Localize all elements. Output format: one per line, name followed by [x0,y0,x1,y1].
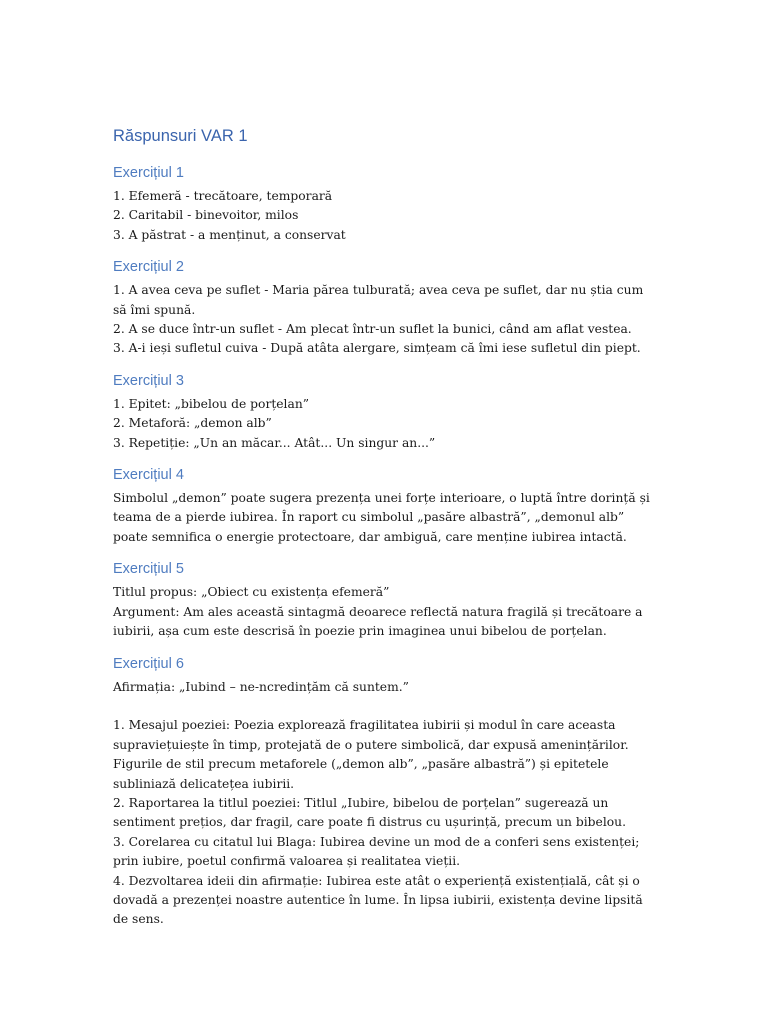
section-exercise-2 [113,256,658,359]
section-exercise-1 [113,162,658,245]
section-exercise-6 [113,653,658,930]
answer-line: 1. Epitet: „bibelou de porțelan” [113,396,310,411]
statement-line: Afirmația: „Iubind – ne-ncredințăm că suntem.” [113,679,409,694]
heading-exercise-5: Exercițiul 5 [113,561,184,578]
argument-paragraph: Argument: Am ales această sintagmă deoarece reflectă natura fragilă și trecătoare a iubirii, așa cum este descrisă în poezie prin imaginea unui bibelou de porțelan. [113,604,643,639]
page-title: Răspunsuri VAR 1 [113,127,248,145]
answer-line: 2. Caritabil - binevoitor, milos [113,208,299,223]
answer-line: 3. A păstrat - a menținut, a conservat [113,227,346,242]
document-body [113,124,658,941]
answer-line: 2. Metaforă: „demon alb” [113,416,272,431]
heading-exercise-1: Exercițiul 1 [113,165,184,181]
heading-exercise-4: Exercițiul 4 [113,467,184,484]
section-exercise-4 [113,464,658,547]
answer-line: 1. A avea ceva pe suflet - Maria părea tulburată; avea ceva pe suflet, dar nu știa cum să îmi spună. [113,283,644,317]
essay-paragraph: 1. Mesajul poeziei: Poezia explorează fragilitatea iubirii și modul în care aceasta supraviețuiește în timp, protejată de o putere simbolică, dar expusă amenințărilor. Figurile de stil precum metaforele („demon alb”, „pasăre albastră”) și epitetele subliniază delicatețea iubirii. [113,718,629,791]
heading-exercise-6: Exercițiul 6 [113,655,184,672]
paragraph-spacer [113,697,658,716]
essay-paragraph: 3. Corelarea cu citatul lui Blaga: Iubirea devine un mod de a conferi sens existenței; prin iubire, poetul confirmă valoarea și realitatea vieții. [113,834,640,869]
answer-line: 3. A-i ieși sufletul cuiva - După atâta alergare, simțeam că îmi iese sufletul din piept. [113,341,641,356]
section-exercise-3 [113,370,658,453]
answer-line: 3. Repetiție: „Un an măcar... Atât... Un singur an...” [113,435,436,450]
answer-line: 1. Efemeră - trecătoare, temporară [113,189,333,203]
answer-paragraph: Simbolul „demon” poate sugera prezența unei forțe interioare, o luptă între dorință și teama de a pierde iubirea. În raport cu simbolul „pasăre albastră”, „demonul alb” poate semnifica o energie protectoare, dar ambiguă, care menține iubirea intactă. [113,491,650,544]
proposed-title: Titlul propus: „Obiect cu existența efemeră” [113,585,390,600]
essay-paragraph: 2. Raportarea la titlul poeziei: Titlul „Iubire, bibelou de porțelan” sugerează un sentiment prețios, dar fragil, care poate fi distrus cu ușurință, precum un bibelou. [113,795,626,830]
heading-exercise-2: Exercițiul 2 [113,259,184,276]
answer-line: 2. A se duce într-un suflet - Am plecat într-un suflet la bunici, când am aflat vestea. [113,322,632,337]
section-exercise-5 [113,558,658,641]
essay-paragraph: 4. Dezvoltarea ideii din afirmație: Iubirea este atât o experiență existențială, cât și o dovadă a prezenței noastre autentice în lume. În lipsa iubirii, existența devine lipsită de sens. [113,873,643,927]
heading-exercise-3: Exercițiul 3 [113,372,184,389]
